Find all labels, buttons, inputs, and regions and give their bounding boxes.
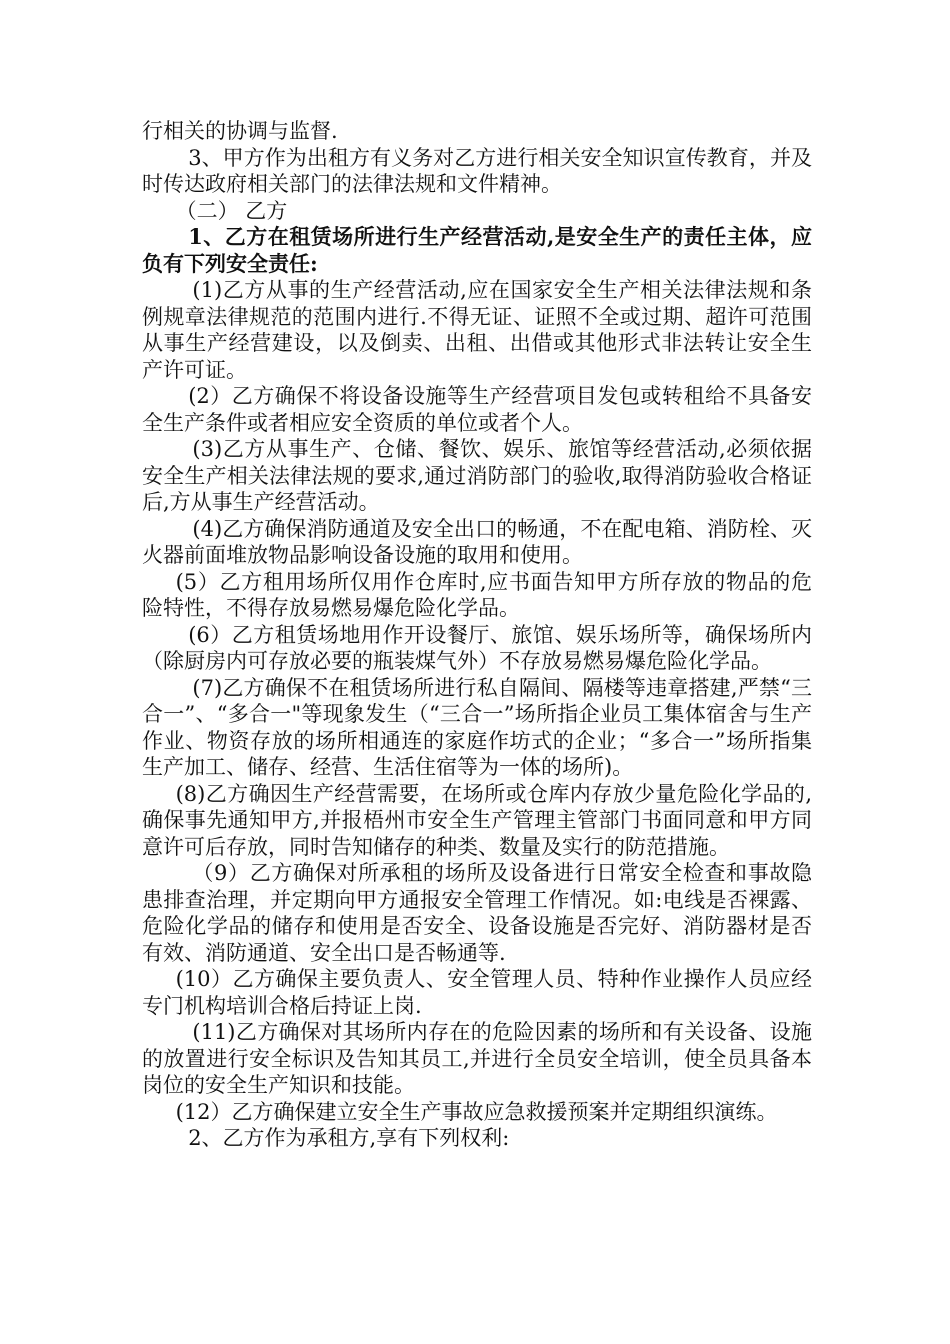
clause-4: (4)乙方确保消防通道及安全出口的畅通，不在配电箱、消防栓、灭火器前面堆放物品影响设备设施的取用和使用。 [142,516,812,567]
clause-3: (3)乙方从事生产、仓储、餐饮、娱乐、旅馆等经营活动,必须依据安全生产相关法律法规的要求,通过消防部门的验收,取得消防验收合格证后,方从事生产经营活动。 [142,437,812,514]
clause-1: (1)乙方从事的生产经营活动,应在国家安全生产相关法律法规和条例规章法律规范的范围内进行.不得无证、证照不全或过期、超许可范围从事生产经营建设，以及倒卖、出租、出借或其他形式非法转让安全生产许可证。 [142,278,812,382]
paragraph-party-b-responsibility: 1、乙方在租赁场所进行生产经营活动,是安全生产的责任主体，应负有下列安全责任: [142,224,812,276]
clause-10: (10）乙方确保主要负责人、安全管理人员、特种作业操作人员应经专门机构培训合格后持证上岗. [142,967,812,1018]
clause-5: (5）乙方租用场所仅用作仓库时,应书面告知甲方所存放的物品的危险特性，不得存放易燃易爆危险化学品。 [142,569,812,620]
section-heading-party-b: （二） 乙方 [175,198,288,223]
clause-12: (12）乙方确保建立安全生产事故应急救援预案并定期组织演练。 [175,1099,778,1124]
clause-9: （9）乙方确保对所承租的场所及设备进行日常安全检查和事故隐患排查治理，并定期向甲方通报安全管理工作情况。如:电线是否裸露、危险化学品的储存和使用是否安全、设备设施是否完好、消防器材是否有效、消防通道、安全出口是否畅通等. [142,861,812,965]
clause-8: (8)乙方确因生产经营需要，在场所或仓库内存放少量危险化学品的,确保事先通知甲方,并报梧州市安全生产管理主管部门书面同意和甲方同意许可后存放，同时告知储存的种类、数量及实行的防范措施。 [142,781,812,859]
clause-7: (7)乙方确保不在租赁场所进行私自隔间、隔楼等违章搭建,严禁“三合一”、“多合一"等现象发生（“三合一”场所指企业员工集体宿舍与生产作业、物资存放的场所相通连的家庭作坊式的企业；“多合一”场所指集生产加工、储存、经营、生活住宿等为一体的场所)。 [142,675,812,779]
document-body [142,118,812,1152]
paragraph-lessor-duty-3: 3、甲方作为出租方有义务对乙方进行相关安全知识宣传教育，并及时传达政府相关部门的法律法规和文件精神。 [142,145,812,196]
clause-6: (6）乙方租赁场地用作开设餐厅、旅馆、娱乐场所等，确保场所内（除厨房内可存放必要的瓶装煤气外）不存放易燃易爆危险化学品。 [142,622,812,673]
clause-2: (2）乙方确保不将设备设施等生产经营项目发包或转租给不具备安全生产条件或者相应安全资质的单位或者个人。 [142,384,812,435]
paragraph-continuation: 行相关的协调与监督. [142,119,338,143]
clause-11: (11)乙方确保对其场所内存在的危险因素的场所和有关设备、设施的放置进行安全标识及告知其员工,并进行全员安全培训，使全员具备本岗位的安全生产知识和技能。 [142,1020,812,1097]
paragraph-lessee-rights: 2、乙方作为承租方,享有下列权利: [188,1126,510,1150]
